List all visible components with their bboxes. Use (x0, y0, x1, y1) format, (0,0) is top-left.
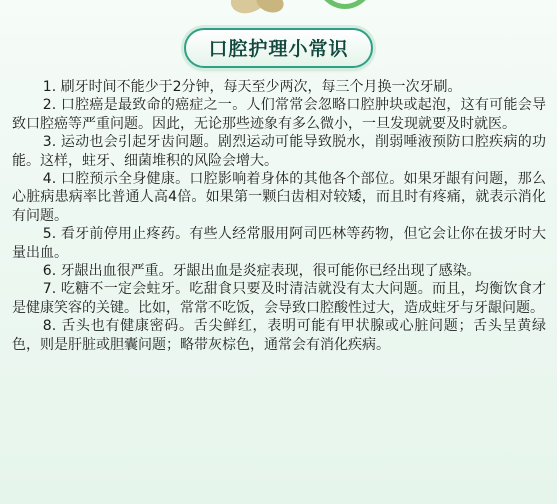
tip-5: 5. 看牙前停用止疼药。有些人经常服用阿司匹林等药物，但它会让你在拔牙时大量出血。 (12, 226, 546, 261)
tips-list (12, 78, 546, 354)
title-area (0, 28, 557, 68)
page-title: 口腔护理小常识 (184, 28, 372, 68)
tip-6: 6. 牙龈出血很严重。牙龈出血是炎症表现，很可能你已经出现了感染。 (42, 263, 481, 280)
tip-3: 3. 运动也会引起牙齿问题。剧烈运动可能导致脱水，削弱唾液预防口腔疾病的功能。这样，蛀牙、细菌堆积的风险会增大。 (12, 134, 546, 169)
tip-4: 4. 口腔预示全身健康。口腔影响着身体的其他各个部位。如果牙龈有问题，那么心脏病患病率比普通人高4倍。如果第一颗臼齿相对较矮，而且时有疼痛，就表示消化有问题。 (12, 171, 546, 224)
tip-8: 8. 舌头也有健康密码。舌尖鲜红，表明可能有甲状腺或心脏问题；舌头呈黄绿色，则是肝脏或胆囊问题；略带灰棕色，通常会有消化疾病。 (12, 318, 546, 353)
tip-1: 1. 刷牙时间不能少于2分钟，每天至少两次，每三个月换一次牙刷。 (42, 79, 462, 95)
tip-7: 7. 吃糖不一定会蛀牙。吃甜食只要及时清洁就没有太大问题。而且，均衡饮食才是健康笑容的关键。比如，常常不吃饭，会导致口腔酸性过大，造成蛀牙与牙龈问题。 (12, 281, 546, 316)
tip-2: 2. 口腔癌是最致命的癌症之一。人们常常会忽略口腔肿块或起泡，这有可能会导致口腔癌等严重问题。因此，无论那些迹象有多么微小，一旦发现就要及时就医。 (12, 97, 546, 132)
leaf-decoration-icon (120, 0, 460, 20)
